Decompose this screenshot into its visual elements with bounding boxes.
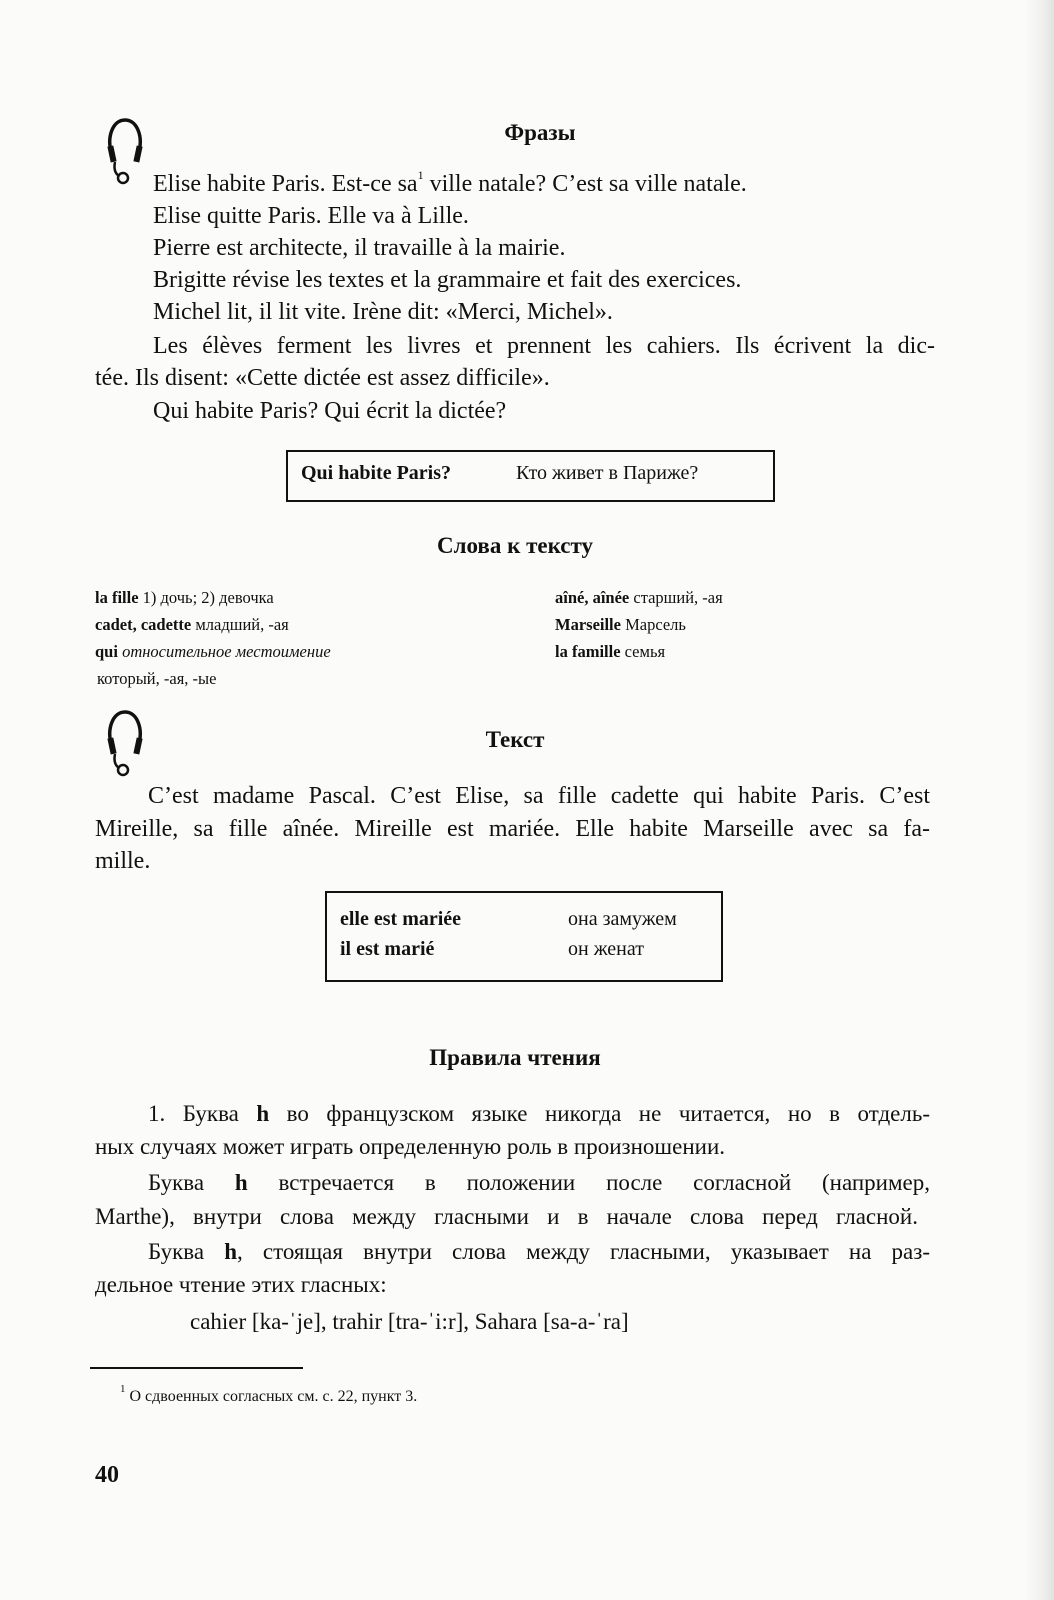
phrase-line-5: Michel lit, il lit vite. Irène dit: «Merci, Michel».	[153, 299, 613, 325]
text-line-3: mille.	[95, 848, 151, 874]
vocab-title: Слова к тексту	[436, 533, 593, 558]
phrase-line-2: Elise quitte Paris. Elle va à Lille.	[153, 203, 469, 229]
vocab-item-la-fille: la fille 1) дочь; 2) девочка	[95, 588, 274, 607]
married-fr-2: il est marié	[340, 938, 435, 960]
example-french: Qui habite Paris?	[301, 462, 452, 484]
text-title: Текст	[485, 727, 545, 752]
text-line-2: Mireille, sa fille aînée. Mireille est mariée. Elle habite Marseille avec sa fa-	[95, 816, 930, 842]
example-russian: Кто живет в Париже?	[516, 462, 699, 484]
phrase-line-6: Les élèves ferment les livres et prennent les cahiers. Ils écrivent la dic-	[153, 333, 935, 359]
rules-p2-line2: Marthe), внутри слова между гласными и в начале слова перед гласной.	[95, 1204, 918, 1229]
rules-p1-line1: 1. Буква h во французском языке никогда не читается, но в отдель-	[148, 1101, 930, 1126]
married-box	[325, 891, 723, 982]
vocab-item-aine: aîné, aînée старший, -ая	[555, 588, 723, 607]
footnote-divider	[90, 1367, 303, 1369]
rules-p3-line1: Буква h, стоящая внутри слова между гласными, указывает на раз-	[148, 1239, 930, 1264]
footnote-mark: 1	[417, 168, 424, 182]
phrases-title: Фразы	[504, 120, 576, 145]
rules-p1-line2: ных случаях может играть определенную роль в произношении.	[95, 1134, 726, 1159]
phrase-line-7: tée. Ils disent: «Cette dictée est assez difficile».	[95, 365, 550, 391]
phrase-line-3: Pierre est architecte, il travaille à la mairie.	[153, 235, 566, 261]
phrase-line-1: Elise habite Paris. Est-ce $sa^1$ ville natale? C’est sa ville natale.	[153, 168, 747, 197]
rules-p2-line1: Буква h встречается в положении после согласной (например,	[148, 1170, 931, 1195]
rules-examples: cahier [ka-ˈje], trahir [tra-ˈi:r], Sahara [sa-a-ˈra]	[190, 1309, 629, 1334]
example-box	[286, 450, 775, 502]
headphones-icon	[103, 116, 147, 188]
vocab-item-marseille: Marseille Марсель	[555, 615, 686, 634]
married-ru-1: она замужем	[568, 908, 677, 930]
married-ru-2: он женат	[568, 938, 644, 960]
phrase-line-8: Qui habite Paris? Qui écrit la dictée?	[153, 398, 507, 424]
headphones-icon	[103, 708, 147, 780]
vocab-item-cadet: cadet, cadette младший, -ая	[95, 615, 289, 634]
page-number: 40	[95, 1462, 119, 1488]
rules-p3-line2: дельное чтение этих гласных:	[95, 1272, 387, 1297]
vocab-item-famille: la famille семья	[555, 642, 666, 661]
page-edge-shadow	[1024, 0, 1054, 1600]
phrase-line-4: Brigitte révise les textes et la grammaire et fait des exercices.	[153, 267, 742, 293]
rules-title: Правила чтения	[429, 1045, 601, 1070]
text-line-1: C’est madame Pascal. C’est Elise, sa fille cadette qui habite Paris. C’est	[148, 783, 930, 809]
vocab-item-qui-translation: который, -ая, -ые	[97, 669, 217, 688]
married-fr-1: elle est mariée	[340, 908, 462, 930]
vocab-item-qui: qui относительное местоимение	[95, 642, 331, 661]
footnote: $^1$ О сдвоенных согласных см. с. 22, пункт 3.	[120, 1382, 418, 1405]
